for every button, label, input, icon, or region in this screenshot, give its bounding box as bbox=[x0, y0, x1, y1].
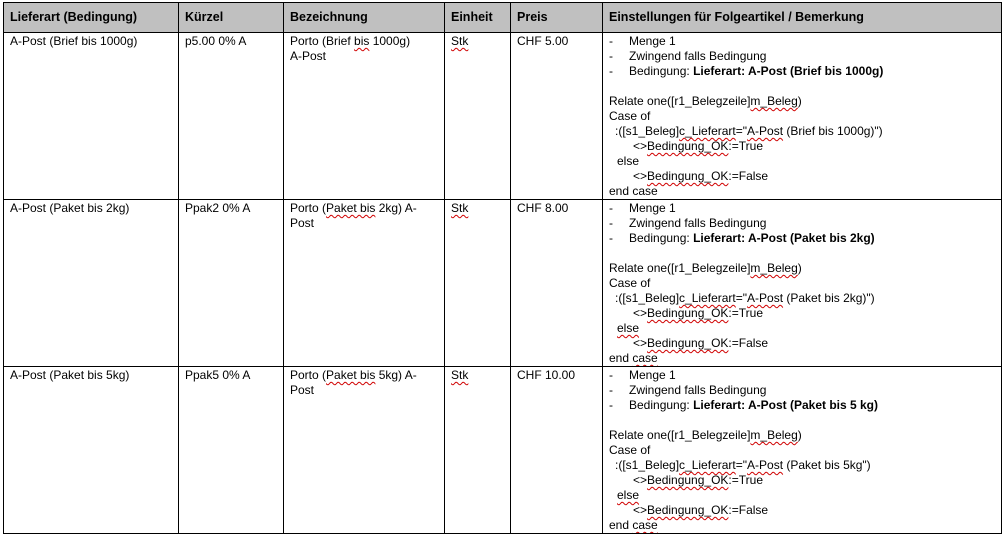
code-relate bbox=[609, 428, 995, 443]
code-text: ) bbox=[797, 428, 802, 442]
code-text-flagged: Bedingung_OK bbox=[647, 139, 729, 153]
code-text: <> bbox=[633, 336, 648, 350]
code-text: end bbox=[609, 518, 633, 532]
bullet-bedingung bbox=[609, 398, 995, 413]
bez-text-flagged: Paket bis bbox=[326, 368, 376, 382]
code-case-of: Case of bbox=[609, 276, 651, 290]
bullet-bedingung bbox=[609, 64, 995, 79]
code-text-flagged: A-Post bbox=[747, 291, 784, 305]
cell-bezeichnung bbox=[284, 367, 445, 534]
code-text-flagged: Bedingung_OK bbox=[647, 503, 729, 517]
bullet-menge: - Menge 1 bbox=[609, 34, 995, 49]
code-true-branch bbox=[609, 473, 995, 488]
header-bezeichnung: Bezeichnung bbox=[284, 3, 445, 33]
bez-text: Porto ( bbox=[290, 368, 327, 382]
code-condition bbox=[609, 458, 995, 473]
cell-lieferart: A-Post (Paket bis 5kg) bbox=[4, 367, 179, 534]
code-text: =" bbox=[735, 124, 748, 138]
code-text: <> bbox=[633, 503, 648, 517]
code-text-flagged: m_Beleg bbox=[750, 261, 798, 275]
code-text: end case bbox=[609, 184, 658, 198]
code-text-flagged: Bedingung_OK bbox=[647, 336, 729, 350]
bez-text: 5kg) A- bbox=[375, 368, 417, 382]
code-text: end bbox=[609, 351, 633, 365]
bez-text: Porto ( bbox=[290, 201, 327, 215]
table-row bbox=[4, 200, 1002, 367]
bez-text: A-Post bbox=[290, 49, 327, 63]
bez-text: Porto (Brief bbox=[290, 34, 355, 48]
code-false-branch bbox=[609, 503, 995, 518]
bullet-zwingend: - Zwingend falls Bedingung bbox=[609, 383, 995, 398]
bullet-zwingend: - Zwingend falls Bedingung bbox=[609, 216, 995, 231]
code-text: <> bbox=[633, 139, 648, 153]
code-relate bbox=[609, 94, 995, 109]
code-else bbox=[609, 321, 995, 336]
cell-einheit bbox=[445, 200, 511, 367]
code-text: :=True bbox=[728, 473, 763, 487]
bullet-bedingung bbox=[609, 231, 995, 246]
code-text-flagged: c_Lieferart bbox=[679, 124, 736, 138]
bullet-menge: - Menge 1 bbox=[609, 201, 995, 216]
cell-einstellungen bbox=[603, 200, 1002, 367]
cell-bezeichnung bbox=[284, 33, 445, 200]
cell-kuerzel: Ppak2 0% A bbox=[179, 200, 284, 367]
code-text: =" bbox=[735, 291, 748, 305]
code-text-flagged: Bedingung_OK bbox=[647, 306, 729, 320]
code-text-flagged: c_Lieferart bbox=[679, 458, 736, 472]
code-text: <> bbox=[633, 306, 648, 320]
bez-text: 2kg) A- bbox=[375, 201, 417, 215]
code-case-of: Case of bbox=[609, 109, 651, 123]
cell-preis: CHF 5.00 bbox=[511, 33, 603, 200]
cell-lieferart: A-Post (Brief bis 1000g) bbox=[4, 33, 179, 200]
bedingung-value: Lieferart: A-Post (Paket bis 2kg) bbox=[693, 231, 875, 245]
cell-preis: CHF 8.00 bbox=[511, 200, 603, 367]
code-else: else bbox=[617, 154, 640, 168]
code-condition bbox=[609, 124, 995, 139]
bullet-zwingend: - Zwingend falls Bedingung bbox=[609, 49, 995, 64]
shipping-rules-table bbox=[3, 2, 1002, 534]
code-text: <> bbox=[633, 473, 648, 487]
code-text-flagged: case bbox=[632, 518, 658, 532]
bez-text: Post bbox=[290, 383, 315, 397]
code-text: :=True bbox=[728, 139, 763, 153]
cell-einstellungen bbox=[603, 33, 1002, 200]
code-text-flagged: m_Beleg bbox=[750, 428, 798, 442]
code-text: :([s1_Beleg] bbox=[615, 124, 680, 138]
code-text-flagged: Bedingung_OK bbox=[647, 473, 729, 487]
code-text: ) bbox=[797, 94, 802, 108]
header-kuerzel: Kürzel bbox=[179, 3, 284, 33]
einheit-text: Stk bbox=[451, 368, 469, 382]
code-case-of: Case of bbox=[609, 443, 651, 457]
code-true-branch bbox=[609, 139, 995, 154]
cell-lieferart: A-Post (Paket bis 2kg) bbox=[4, 200, 179, 367]
code-relate bbox=[609, 261, 995, 276]
bez-text-flagged: bis bbox=[354, 34, 370, 48]
cell-kuerzel: p5.00 0% A bbox=[179, 33, 284, 200]
code-text: <> bbox=[633, 169, 648, 183]
header-einstellungen: Einstellungen für Folgeartikel / Bemerkung bbox=[603, 3, 1002, 33]
header-lieferart: Lieferart (Bedingung) bbox=[4, 3, 179, 33]
code-text: :([s1_Beleg] bbox=[615, 458, 680, 472]
header-preis: Preis bbox=[511, 3, 603, 33]
code-text: Relate one([r1_Belegzeile] bbox=[609, 94, 751, 108]
code-text-flagged: A-Post bbox=[747, 458, 784, 472]
code-text: :=False bbox=[728, 169, 769, 183]
cell-einheit bbox=[445, 367, 511, 534]
bez-text: 1000g) bbox=[369, 34, 411, 48]
code-text: ) bbox=[797, 261, 802, 275]
code-text: :=True bbox=[728, 306, 763, 320]
bedingung-label: Bedingung: bbox=[629, 231, 694, 245]
table-row bbox=[4, 367, 1002, 534]
code-text: :=False bbox=[728, 336, 769, 350]
code-text-flagged: c_Lieferart bbox=[679, 291, 736, 305]
bedingung-value: Lieferart: A-Post (Paket bis 5 kg) bbox=[693, 398, 878, 412]
table-row bbox=[4, 33, 1002, 200]
code-text: (Paket bis 2kg)") bbox=[783, 291, 875, 305]
code-end-case bbox=[609, 351, 995, 366]
bullet-menge: - Menge 1 bbox=[609, 368, 995, 383]
bedingung-label: Bedingung: bbox=[629, 398, 694, 412]
code-text: (Paket bis 5kg") bbox=[783, 458, 871, 472]
bedingung-value: Lieferart: A-Post (Brief bis 1000g) bbox=[693, 64, 884, 78]
code-text-flagged: else bbox=[617, 321, 640, 335]
header-einheit: Einheit bbox=[445, 3, 511, 33]
bedingung-label: Bedingung: bbox=[629, 64, 694, 78]
code-else bbox=[609, 488, 995, 503]
code-text-flagged: case bbox=[632, 351, 658, 365]
code-true-branch bbox=[609, 306, 995, 321]
cell-einheit bbox=[445, 33, 511, 200]
cell-bezeichnung bbox=[284, 200, 445, 367]
code-text: =" bbox=[735, 458, 748, 472]
code-false-branch bbox=[609, 336, 995, 351]
code-text: :=False bbox=[728, 503, 769, 517]
code-text: Relate one([r1_Belegzeile] bbox=[609, 261, 751, 275]
code-false-branch bbox=[609, 169, 995, 184]
code-text-flagged: m_Beleg bbox=[750, 94, 798, 108]
code-text-flagged: Bedingung_OK bbox=[647, 169, 729, 183]
bez-text: Post bbox=[290, 216, 315, 230]
code-text: (Brief bis 1000g)") bbox=[783, 124, 883, 138]
bez-text-flagged: Paket bis bbox=[326, 201, 376, 215]
header-row bbox=[4, 3, 1002, 33]
code-text: :([s1_Beleg] bbox=[615, 291, 680, 305]
code-condition bbox=[609, 291, 995, 306]
cell-einstellungen bbox=[603, 367, 1002, 534]
einheit-text: Stk bbox=[451, 34, 469, 48]
einheit-text: Stk bbox=[451, 201, 469, 215]
code-text-flagged: A-Post bbox=[747, 124, 784, 138]
code-end-case bbox=[609, 184, 995, 199]
cell-preis: CHF 10.00 bbox=[511, 367, 603, 534]
cell-kuerzel: Ppak5 0% A bbox=[179, 367, 284, 534]
code-text: Relate one([r1_Belegzeile] bbox=[609, 428, 751, 442]
code-end-case bbox=[609, 518, 995, 533]
code-text-flagged: else bbox=[617, 488, 640, 502]
